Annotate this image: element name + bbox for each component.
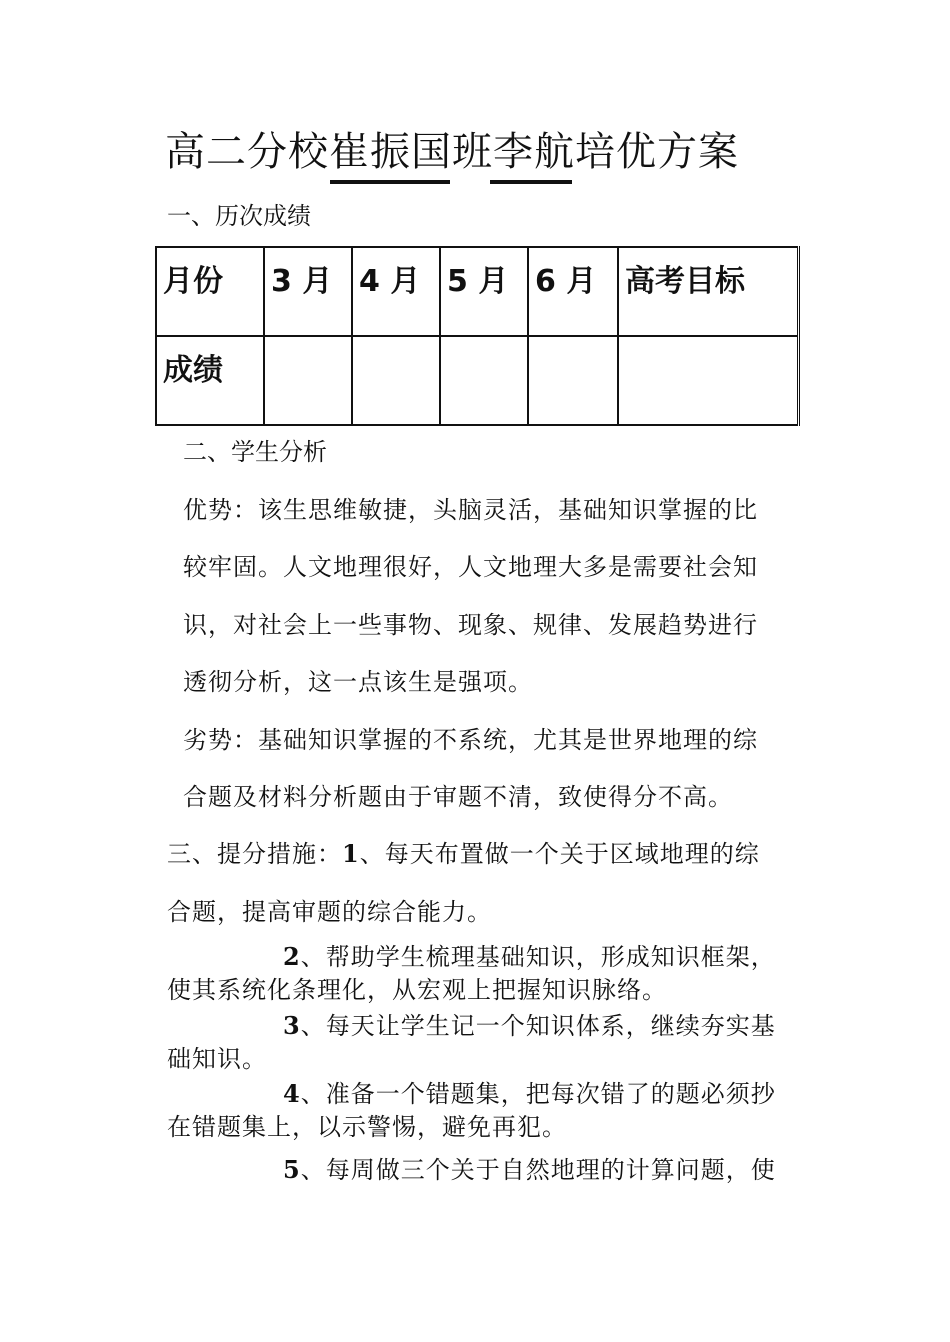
table-cell: 5 月 (440, 247, 528, 336)
item-number: 4 (283, 1079, 301, 1108)
measure-line (283, 1006, 776, 1041)
table-cell (264, 336, 352, 425)
item-number: 3 (283, 1011, 301, 1040)
table-header-row (156, 247, 798, 336)
measure-text: 合题，提高审题的综合能力。 (167, 898, 492, 926)
advantage-line: 较牢固。人文地理很好，人文地理大多是需要社会知 (183, 553, 758, 581)
measure-line (283, 1074, 776, 1109)
item-number: 2 (283, 942, 301, 971)
advantage-line: 优势：该生思维敏捷，头脑灵活，基础知识掌握的比 (183, 496, 758, 524)
measure-line (283, 1150, 776, 1185)
table-cell: 高考目标 (618, 247, 798, 336)
item-number: 1 (342, 839, 360, 868)
table-cell (528, 336, 618, 425)
measure-text: 、每天让学生记一个知识体系，继续夯实基 (300, 1012, 776, 1040)
measure-text: 在错题集上，以示警惕，避免再犯。 (167, 1113, 567, 1141)
score-table (155, 246, 800, 426)
measure-text: 、准备一个错题集，把每次错了的题必须抄 (300, 1080, 776, 1108)
section-heading-scores: 一、历次成绩 (167, 202, 311, 230)
table-cell: 3 月 (264, 247, 352, 336)
table-row (156, 336, 798, 425)
measures-line (167, 834, 760, 869)
title-underline-right (490, 180, 572, 184)
measure-text: 、每天布置做一个关于区域地理的综 (359, 840, 760, 868)
table-cell: 月份 (156, 247, 264, 336)
title-underline-left (330, 180, 450, 184)
advantage-line: 识，对社会上一些事物、现象、规律、发展趋势进行 (183, 611, 758, 639)
measure-line (283, 937, 776, 972)
table-cell: 4 月 (352, 247, 440, 336)
disadvantage-line: 劣势：基础知识掌握的不系统，尤其是世界地理的综 (183, 726, 758, 754)
section-heading-analysis: 二、学生分析 (183, 438, 327, 466)
table-cell: 6 月 (528, 247, 618, 336)
measure-text: 、帮助学生梳理基础知识，形成知识框架， (300, 943, 776, 971)
disadvantage-line: 合题及材料分析题由于审题不清，致使得分不高。 (183, 783, 733, 811)
table-cell: 成绩 (156, 336, 264, 425)
document-title: 高二分校崔振国班李航培优方案 (165, 129, 739, 175)
measure-text: 、每周做三个关于自然地理的计算问题，使 (300, 1156, 776, 1184)
table-cell (618, 336, 798, 425)
measure-text: 础知识。 (167, 1045, 267, 1073)
advantage-line: 透彻分析，这一点该生是强项。 (183, 668, 533, 696)
measures-label: 三、提分措施： (167, 840, 342, 868)
item-number: 5 (283, 1155, 301, 1184)
table-cell (352, 336, 440, 425)
table-cell (440, 336, 528, 425)
measure-text: 使其系统化条理化，从宏观上把握知识脉络。 (167, 976, 667, 1004)
